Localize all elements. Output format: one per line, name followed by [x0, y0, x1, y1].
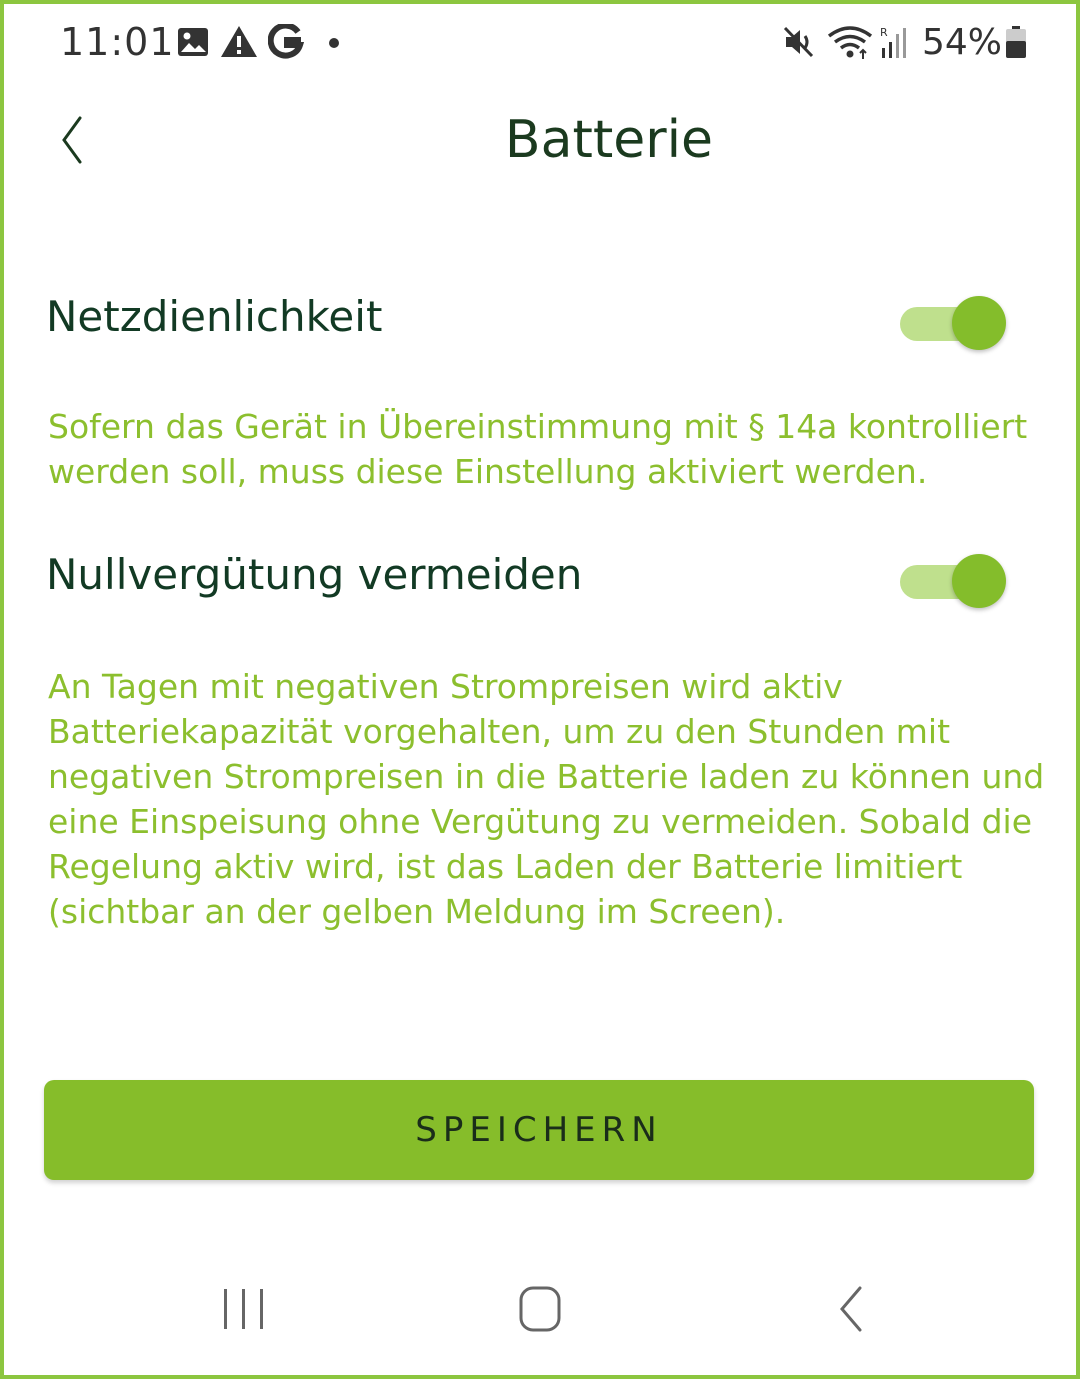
nullverguetung-toggle[interactable]: [900, 552, 1006, 610]
dot-icon: [326, 24, 342, 60]
setting-label: Nullvergütung vermeiden: [46, 550, 583, 599]
setting-description: Sofern das Gerät in Übereinstimmung mit § 14a kontrolliert werden soll, muss diese Einstellung aktiviert werden.: [48, 407, 1028, 491]
setting-description: An Tagen mit negativen Strompreisen wird aktiv Batteriekapazität vorgehalten, um zu den Stunden mit negativen Strompreisen in die Batterie laden zu können und eine Einspeisung ohne Vergütung zu vermeiden. Sobald die Regelung aktiv wird, ist das Laden der Batterie limitiert (sichtbar an der gelben Meldung im Screen).: [48, 667, 1045, 931]
toggle-knob: [952, 296, 1006, 350]
warning-icon: [220, 24, 258, 60]
wifi-icon: [826, 24, 874, 60]
chevron-left-icon: [48, 106, 98, 176]
page-title: Batterie: [504, 110, 714, 170]
setting-label: Netzdienlichkeit: [46, 292, 383, 341]
save-button[interactable]: SPEICHERN: [44, 1080, 1034, 1180]
status-bar: [4, 4, 1076, 84]
battery-percent: 54%: [922, 22, 1003, 63]
home-button[interactable]: [500, 1274, 580, 1344]
nav-bar: [4, 1254, 1076, 1364]
recent-apps-icon: [204, 1274, 284, 1344]
setting-row-nullverguetung: [46, 542, 1036, 622]
image-icon: [176, 24, 210, 60]
nav-back-button[interactable]: [814, 1274, 894, 1344]
header: [4, 84, 1076, 204]
home-icon: [500, 1274, 580, 1344]
signal-icon: [878, 24, 912, 60]
google-icon: [268, 24, 304, 60]
back-icon: [814, 1274, 894, 1344]
battery-icon: [1004, 24, 1028, 60]
netzdienlichkeit-toggle[interactable]: [900, 294, 1006, 352]
mute-icon: [782, 24, 816, 60]
back-button[interactable]: [48, 106, 98, 176]
recent-apps-button[interactable]: [204, 1274, 284, 1344]
setting-row-netzdienlichkeit: [46, 284, 1036, 364]
toggle-knob: [952, 554, 1006, 608]
svg-text:R: R: [880, 26, 888, 39]
status-time: 11:01: [60, 20, 175, 64]
